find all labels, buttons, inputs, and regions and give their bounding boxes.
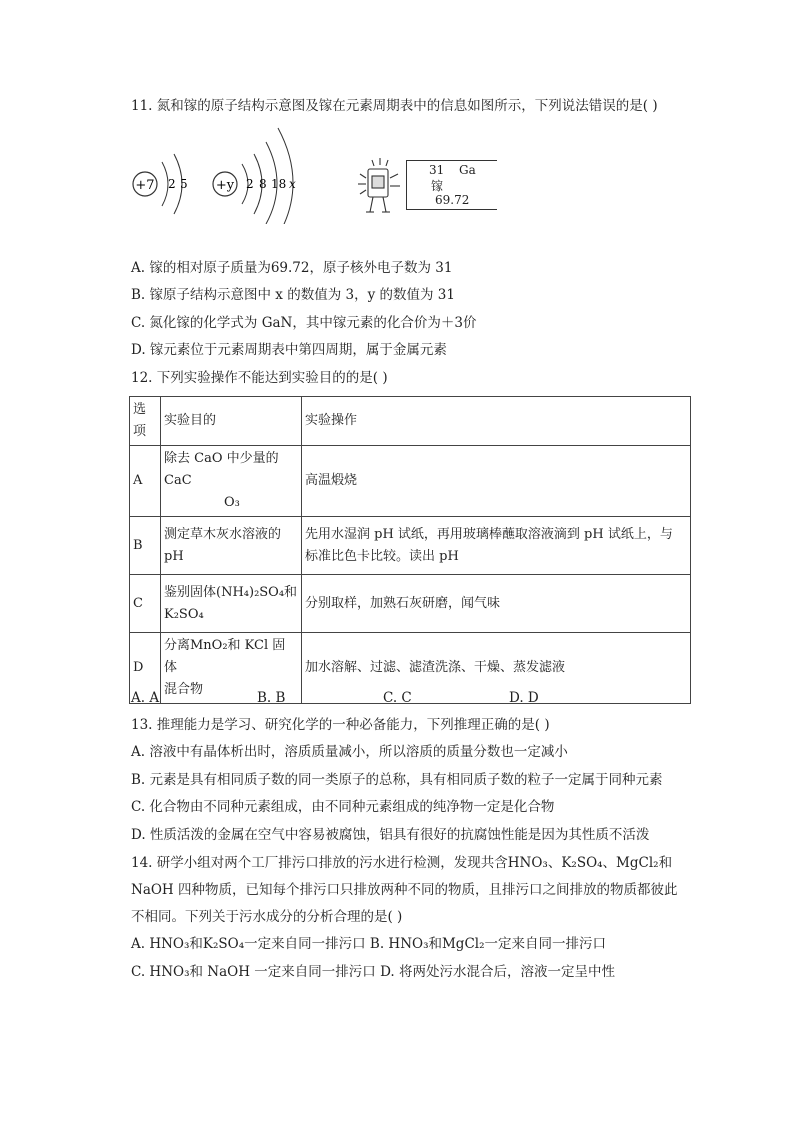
q14-stem-line-3: 不相同。下列关于污水成分的分析合理的是( ) bbox=[131, 909, 403, 925]
row-option: D bbox=[130, 633, 161, 704]
q11-stem: 11. 氮和镓的原子结构示意图及镓在元素周期表中的信息如图所示，下列说法错误的是( ) bbox=[131, 98, 658, 114]
ga-shell-2: 8 bbox=[259, 177, 267, 191]
table-row bbox=[130, 575, 691, 633]
q11-option-b: B. 镓原子结构示意图中 x 的数值为 3，y 的数值为 31 bbox=[131, 287, 455, 303]
element-symbol: Ga bbox=[459, 163, 476, 177]
experiment-table bbox=[129, 396, 691, 704]
q14-stem-line-2: NaOH 四种物质，已知每个排污口只排放两种不同的物质，且排污口之间排放的物质都彼此 bbox=[131, 882, 678, 898]
header-operation: 实验操作 bbox=[302, 397, 691, 446]
q12-option-a: A. A bbox=[131, 690, 160, 706]
n-nucleus-label: +7 bbox=[135, 178, 155, 193]
ga-shell-4: x bbox=[289, 177, 296, 191]
q12-options bbox=[131, 688, 691, 708]
ga-shell-1: 2 bbox=[246, 177, 254, 191]
row-option: C bbox=[130, 575, 161, 633]
q12-option-b: B. B bbox=[257, 690, 286, 706]
q11-option-a: A. 镓的相对原子质量为69.72，原子核外电子数为 31 bbox=[131, 260, 453, 276]
n-shell-2: 5 bbox=[180, 177, 188, 191]
n-shell-1: 2 bbox=[168, 177, 176, 191]
gallium-atom-diagram bbox=[213, 128, 296, 224]
table-row bbox=[130, 446, 691, 517]
row-goal: 测定草木灰水溶液的 pH bbox=[161, 517, 302, 575]
q11-option-c: C. 氮化镓的化学式为 GaN，其中镓元素的化合价为＋3价 bbox=[131, 315, 477, 331]
row-goal: 除去 CaO 中少量的CaC O₃ bbox=[161, 446, 302, 517]
row-option: B bbox=[130, 517, 161, 575]
header-option: 选项 bbox=[130, 397, 161, 446]
q13-option-d: D. 性质活泼的金属在空气中容易被腐蚀，铝具有很好的抗腐蚀性能是因为其性质不活泼 bbox=[131, 827, 650, 843]
element-name: 镓 bbox=[431, 179, 444, 193]
cartoon-figure-icon bbox=[358, 158, 400, 212]
nitrogen-atom-diagram bbox=[133, 154, 188, 214]
q13-option-c: C. 化合物由不同种元素组成，由不同种元素组成的纯净物一定是化合物 bbox=[131, 799, 555, 815]
row-operation: 先用水湿润 pH 试纸，再用玻璃棒蘸取溶液滴到 pH 试纸上，与 标准比色卡比较。读出 pH bbox=[302, 517, 691, 575]
q12-option-d: D. D bbox=[509, 690, 539, 706]
table-header-row bbox=[130, 397, 691, 446]
row-goal: 分离MnO₂和 KCl 固体 混合物 bbox=[161, 633, 302, 704]
periodic-table-cell bbox=[406, 160, 497, 210]
q11-option-d: D. 镓元素位于元素周期表中第四周期，属于金属元素 bbox=[131, 342, 447, 358]
table-row bbox=[130, 517, 691, 575]
ga-shell-3: 18 bbox=[271, 177, 287, 191]
q14-options-row-2: C. HNO₃和 NaOH 一定来自同一排污口 D. 将两处污水混合后，溶液一定呈中性 bbox=[131, 964, 615, 980]
atomic-mass: 69.72 bbox=[435, 193, 470, 207]
row-operation: 分别取样，加熟石灰研磨，闻气味 bbox=[302, 575, 691, 633]
q14-stem-line-1: 14. 研学小组对两个工厂排污口排放的污水进行检测，发现共含HNO₃、K₂SO₄、MgCl₂和 bbox=[131, 855, 673, 871]
header-goal: 实验目的 bbox=[161, 397, 302, 446]
q13-option-b: B. 元素是具有相同质子数的同一类原子的总称，具有相同质子数的粒子一定属于同种元素 bbox=[131, 772, 663, 788]
row-operation: 加水溶解、过滤、滤渣洗涤、干燥、蒸发滤液 bbox=[302, 633, 691, 704]
q13-stem: 13. 推理能力是学习、研究化学的一种必备能力，下列推理正确的是( ) bbox=[131, 717, 550, 733]
q13-option-a: A. 溶液中有晶体析出时，溶质质量减小，所以溶质的质量分数也一定减小 bbox=[131, 744, 568, 760]
row-goal: 鉴别固体(NH₄)₂SO₄和 K₂SO₄ bbox=[161, 575, 302, 633]
row-option: A bbox=[130, 446, 161, 517]
q12-stem: 12. 下列实验操作不能达到实验目的的是( ) bbox=[131, 370, 388, 386]
ga-nucleus-label: +y bbox=[215, 178, 235, 193]
q12-option-c: C. C bbox=[383, 690, 412, 706]
atomic-number: 31 bbox=[429, 163, 445, 177]
row-operation: 高温煅烧 bbox=[302, 446, 691, 517]
q14-options-row-1: A. HNO₃和K₂SO₄一定来自同一排污口 B. HNO₃和MgCl₂一定来自同一排污口 bbox=[131, 936, 607, 952]
